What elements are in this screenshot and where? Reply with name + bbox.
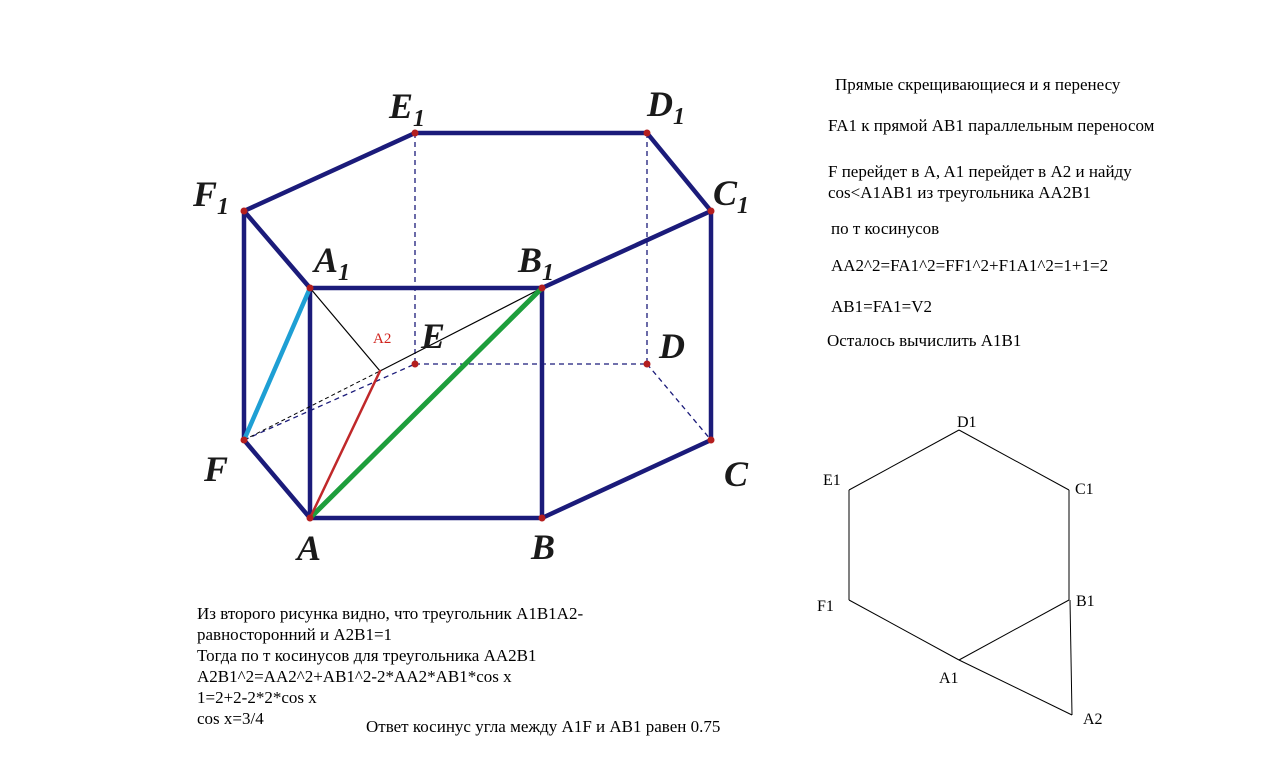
label-D1: $D_1$ <box>647 84 685 130</box>
hex-label-F1: F1 <box>817 598 834 615</box>
note-line-2: FA1 к прямой AB1 параллельным переносом <box>828 116 1155 135</box>
hex-label-B1: B1 <box>1076 593 1095 610</box>
vertex-D1 <box>644 130 651 137</box>
note-line-4: по т косинусов <box>831 219 940 238</box>
hex-label-A2: A2 <box>1083 711 1103 728</box>
hex-edge-A1-A2 <box>959 660 1072 715</box>
hex-edge-B1-A2 <box>1070 600 1072 715</box>
note-line-6: AB1=FA1=V2 <box>831 297 933 316</box>
label-A: A <box>297 528 322 568</box>
hexagon-figure <box>849 430 1072 715</box>
hex-label-D1: D1 <box>957 414 977 431</box>
edge-B1-C1 <box>542 211 711 288</box>
solution-line-2: равносторонний и A2B1=1 <box>197 625 393 644</box>
label-A1: $A_1$ <box>314 240 351 286</box>
hex-edge-D1-C1 <box>959 430 1069 490</box>
label-A2: A2 <box>373 331 392 347</box>
label-F: F <box>204 449 229 489</box>
note-line-7: Осталось вычислить A1B1 <box>827 331 1022 350</box>
hex-label-A1: A1 <box>939 670 959 687</box>
vertex-B <box>539 515 546 522</box>
solution-line-5: 1=2+2-2*2*cos x <box>197 688 317 707</box>
vertex-A1 <box>307 285 314 292</box>
visible-edges <box>244 133 711 518</box>
label-E: E <box>421 316 446 356</box>
vertex-D <box>644 361 651 368</box>
edge-D-C <box>647 364 711 440</box>
label-D: D <box>659 326 685 366</box>
solution-text <box>197 603 583 729</box>
note-line-3b: cos<A1AB1 из треугольника AA2B1 <box>828 183 1092 202</box>
note-line-5: AA2^2=FA1^2=FF1^2+F1A1^2=1+1=2 <box>831 256 1109 275</box>
segment-F-A1 <box>244 288 310 440</box>
vertex-E <box>412 361 419 368</box>
hex-label-E1: E1 <box>823 472 841 489</box>
vertex-A <box>307 515 314 522</box>
line-A1-A2 <box>310 288 380 371</box>
solution-line-4: A2B1^2=AA2^2+AB1^2-2*AA2*AB1*cos x <box>197 667 512 686</box>
segment-A-A2 <box>310 371 380 518</box>
vertex-F <box>241 437 248 444</box>
label-F1: $F_1$ <box>193 174 230 220</box>
edge-D1-C1 <box>647 133 711 211</box>
hexagon-labels <box>817 414 1103 728</box>
edge-F-A <box>244 440 310 518</box>
construction-lines <box>244 288 542 518</box>
edge-F1-E1 <box>244 133 415 211</box>
solution-line-1: Из второго рисунка видно, что треугольник A1B1A2- <box>197 604 584 623</box>
vertex-C <box>708 437 715 444</box>
solution-line-3: Тогда по т косинусов для треугольника AA2B1 <box>197 646 537 665</box>
hex-label-C1: C1 <box>1075 481 1094 498</box>
edge-B-C <box>542 440 711 518</box>
hex-edge-B1-A1 <box>959 600 1069 660</box>
hex-edge-E1-D1 <box>849 430 959 490</box>
label-B: B <box>531 527 556 567</box>
note-line-1: Прямые скрещивающиеся и я перенесу <box>835 75 1121 94</box>
vertex-F1 <box>241 208 248 215</box>
solution-line-6: cos x=3/4 <box>197 709 264 728</box>
label-C: C <box>724 454 749 494</box>
line-A2-B1 <box>380 288 542 371</box>
note-line-3a: F перейдет в A, A1 перейдет в A2 и найду <box>828 162 1132 181</box>
label-C1: $C_1$ <box>713 173 750 219</box>
answer-line: Ответ косинус угла между A1F и AB1 равен 0.75 <box>366 717 721 736</box>
label-E1: $E_1$ <box>389 86 426 132</box>
label-B1: $B_1$ <box>518 240 555 286</box>
hex-edge-A1-F1 <box>849 600 959 660</box>
edge-F1-A1 <box>244 211 310 288</box>
